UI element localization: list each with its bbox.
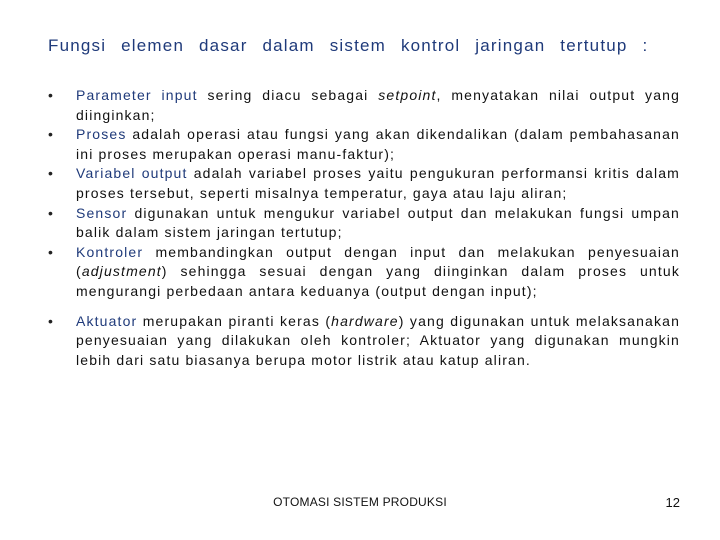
- bullet-italic-term: hardware: [331, 312, 399, 329]
- bullet-term: Parameter input: [76, 87, 198, 103]
- bullet-text: ) yang digunakan untuk melaksanakan penyesuaian yang dilakukan oleh kontroler; Aktuator yang digunakan mungkin lebih dari satu biasanya berupa motor listrik atau katup aliran.: [76, 312, 681, 368]
- bullet-text: adalah operasi atau fungsi yang akan dikendalikan (dalam pembahasanan ini proses merupakan operasi manu-faktur);: [76, 126, 680, 162]
- bullet-dot-icon: •: [48, 312, 55, 329]
- bullet-list: [48, 86, 680, 370]
- bullet-italic-term: adjustment: [81, 263, 162, 280]
- bullet-term: Kontroler: [76, 243, 144, 260]
- bullet-dot-icon: •: [48, 243, 55, 260]
- bullet-item-parameter-input: [48, 86, 680, 125]
- bullet-italic-term: setpoint: [378, 87, 437, 103]
- page-number: 12: [665, 495, 680, 510]
- bullet-dot-icon: •: [48, 87, 55, 103]
- bullet-dot-icon: •: [48, 165, 55, 182]
- bullet-text: , menyatakan nilai output yang diinginkan;: [76, 87, 681, 123]
- bullet-item-variabel-output: [48, 164, 680, 203]
- bullet-dot-icon: •: [48, 126, 55, 143]
- bullet-text: merupakan piranti keras (: [137, 312, 332, 329]
- bullet-term: Sensor: [76, 204, 128, 221]
- bullet-dot-icon: •: [48, 204, 55, 221]
- bullet-item-sensor: [48, 204, 680, 243]
- bullet-term: Variabel output: [76, 165, 188, 182]
- bullet-term: Proses: [76, 126, 127, 143]
- bullet-item-aktuator: [48, 312, 680, 371]
- bullet-text: digunakan untuk mengukur variabel output dan melakukan fungsi umpan balik dalam sistem jaringan tertutup;: [76, 204, 680, 241]
- bullet-term: Aktuator: [76, 312, 138, 329]
- bullet-text: ) sehingga sesuai dengan yang diinginkan dalam proses untuk mengurangi perbedaan antara keduanya (output dengan input);: [76, 263, 680, 299]
- bullet-text: adalah variabel proses yaitu pengukuran performansi kritis dalam proses tersebut, seperti misalnya temperatur, gaya atau laju aliran;: [76, 165, 680, 201]
- slide-title: Fungsi elemen dasar dalam sistem kontrol jaringan tertutup :: [48, 36, 649, 55]
- slide-footer: OTOMASI SISTEM PRODUKSI: [273, 495, 447, 509]
- bullet-item-kontroler: [48, 243, 680, 302]
- bullet-text: sering diacu sebagai: [197, 87, 379, 103]
- bullet-item-proses: [48, 125, 680, 164]
- bullet-text: membandingkan output dengan input dan melakukan penyesuaian (: [76, 243, 680, 280]
